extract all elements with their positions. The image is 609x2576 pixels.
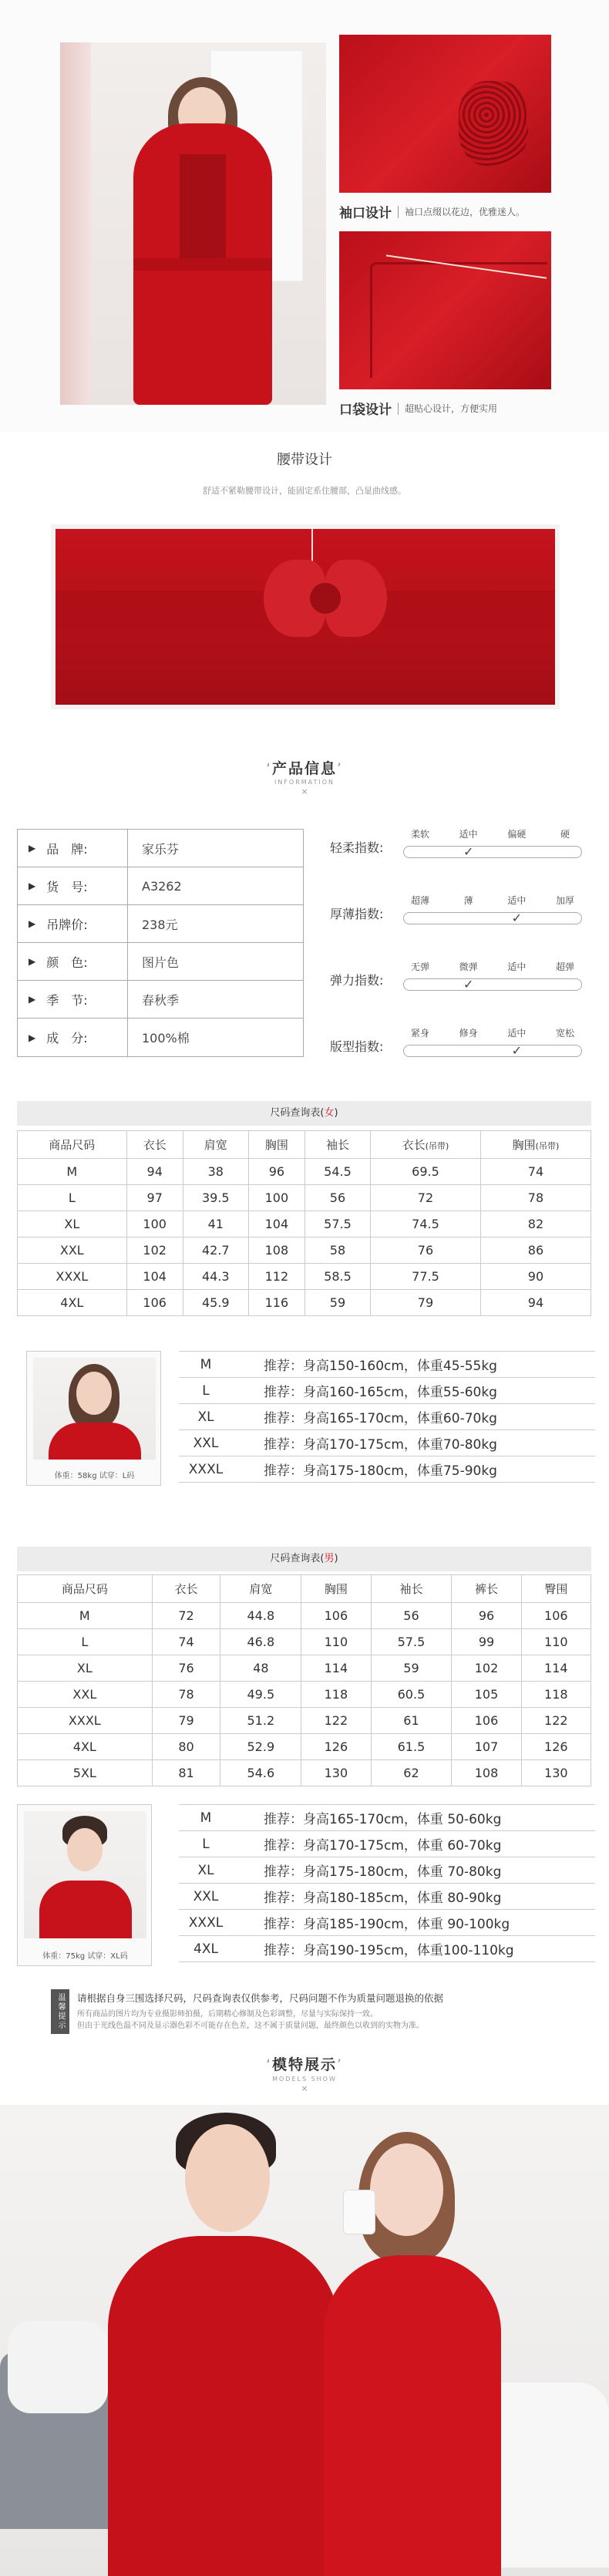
info-row: ▶ 颜 色: 图片色 xyxy=(18,943,303,981)
recommendation-row xyxy=(179,1910,595,1936)
pocket-caption xyxy=(339,399,497,418)
table-cell: 94 xyxy=(480,1290,590,1316)
table-cell: 61.5 xyxy=(371,1734,452,1760)
triangle-icon: ▶ xyxy=(29,918,36,929)
table-cell: 110 xyxy=(301,1629,371,1655)
model-section-subtitle: MODELS SHOW xyxy=(272,2076,337,2083)
table-row xyxy=(18,1682,591,1708)
info-section-subtitle: INFORMATION xyxy=(274,779,335,786)
table-cell: 118 xyxy=(301,1682,371,1708)
rec-text: 推荐：身高170-175cm，体重 60-70kg xyxy=(264,1838,502,1854)
cuff-caption xyxy=(339,202,525,221)
rec-size: XXL xyxy=(193,1888,219,1904)
table-cell: XXXL xyxy=(18,1708,153,1734)
table-cell: XL xyxy=(18,1211,127,1237)
table-cell: 108 xyxy=(452,1760,521,1786)
index-option: 柔软 xyxy=(410,829,430,840)
table-cell: 122 xyxy=(521,1708,590,1734)
pocket-detail-photo xyxy=(339,231,551,389)
recommendation-row xyxy=(179,1378,595,1404)
index-option: 加厚 xyxy=(555,895,575,906)
table-cell: 126 xyxy=(521,1734,590,1760)
table-cell: 61 xyxy=(371,1708,452,1734)
model-show-photo xyxy=(0,2105,609,2576)
index-option: 适中 xyxy=(507,895,527,906)
check-icon: ✓ xyxy=(463,977,474,992)
table-header-row: 商品尺码 衣长 肩宽 胸围 袖长 衣长(吊带) 胸围(吊带) xyxy=(18,1131,591,1159)
check-icon: ✓ xyxy=(511,911,523,925)
table-cell: 110 xyxy=(521,1629,590,1655)
table-row xyxy=(18,1603,591,1629)
table-cell: 42.7 xyxy=(183,1237,248,1264)
table-cell: 56 xyxy=(304,1185,370,1211)
table-cell: 80 xyxy=(152,1734,220,1760)
table-cell: 105 xyxy=(452,1682,521,1708)
table-cell: 130 xyxy=(521,1760,590,1786)
table-cell: 69.5 xyxy=(370,1159,480,1185)
rec-size: XXXL xyxy=(188,1914,224,1931)
table-cell: 106 xyxy=(301,1603,371,1629)
rec-text: 推荐：身高165-170cm，体重 50-60kg xyxy=(264,1812,502,1827)
rec-size: L xyxy=(202,1836,210,1852)
table-cell: 4XL xyxy=(18,1734,153,1760)
male-model-thumbnail xyxy=(17,1804,152,1966)
recommendation-row xyxy=(179,1404,595,1430)
elasticity-index: 弹力指数: 无弹 微弹 ✓ 适中 超弹 xyxy=(330,960,592,994)
thickness-index: 厚薄指数: 超薄 薄 适中 ✓ 加厚 xyxy=(330,894,592,928)
table-cell: 45.9 xyxy=(183,1290,248,1316)
table-cell: 44.3 xyxy=(183,1264,248,1290)
table-cell: 62 xyxy=(371,1760,452,1786)
table-row xyxy=(18,1264,591,1290)
table-cell: 4XL xyxy=(18,1290,127,1316)
table-cell: 104 xyxy=(248,1211,304,1237)
table-cell: 106 xyxy=(452,1708,521,1734)
waist-desc: 舒适不紧勒腰带设计，能固定系住腰部，凸显曲线感。 xyxy=(203,486,406,496)
rec-size: L xyxy=(202,1382,210,1399)
table-cell: 38 xyxy=(183,1159,248,1185)
rec-size: M xyxy=(200,1810,212,1826)
table-cell: 58.5 xyxy=(304,1264,370,1290)
index-option: 硬 xyxy=(560,829,570,840)
rec-text: 推荐：身高170-175cm，体重70-80kg xyxy=(264,1437,497,1453)
waist-title: 腰带设计 xyxy=(277,452,332,468)
table-cell: XL xyxy=(18,1655,153,1682)
triangle-icon: ▶ xyxy=(29,881,36,891)
table-cell: 49.5 xyxy=(220,1682,301,1708)
softness-index: 轻柔指数: 柔软 适中 ✓ 偏硬 硬 xyxy=(330,827,592,861)
male-size-caption: 尺码查询表(男) xyxy=(17,1547,591,1571)
triangle-icon: ▶ xyxy=(29,956,36,967)
index-option: 适中 xyxy=(507,1028,527,1039)
rec-text: 推荐：身高165-170cm，体重60-70kg xyxy=(264,1411,497,1426)
cuff-title: 袖口设计 xyxy=(339,206,392,221)
index-option: 适中 xyxy=(459,829,478,840)
rec-text: 推荐：身高160-165cm，体重55-60kg xyxy=(264,1385,497,1400)
index-option: 薄 xyxy=(463,895,473,906)
pocket-desc: 超贴心设计，方便实用 xyxy=(405,403,498,414)
table-cell: 82 xyxy=(480,1211,590,1237)
info-row: ▶ 吊牌价: 238元 xyxy=(18,905,303,943)
check-icon: ✓ xyxy=(463,844,474,859)
recommendation-row xyxy=(179,1430,595,1456)
table-cell: 81 xyxy=(152,1760,220,1786)
rec-size: M xyxy=(200,1356,212,1372)
table-row xyxy=(18,1629,591,1655)
rec-size: XL xyxy=(197,1862,214,1878)
table-cell: 96 xyxy=(248,1159,304,1185)
info-row: ▶ 成 分: 100%棉 xyxy=(18,1019,303,1056)
female-model-thumbnail xyxy=(26,1351,161,1486)
table-cell: 102 xyxy=(452,1655,521,1682)
table-cell: 130 xyxy=(301,1760,371,1786)
female-size-table xyxy=(17,1130,591,1316)
table-cell: 78 xyxy=(480,1185,590,1211)
table-cell: 79 xyxy=(370,1290,480,1316)
table-cell: 104 xyxy=(126,1264,183,1290)
table-cell: 5XL xyxy=(18,1760,153,1786)
rec-text: 推荐：身高150-160cm，体重45-55kg xyxy=(264,1359,497,1374)
table-cell: L xyxy=(18,1185,127,1211)
fit-index: 版型指数: 紧身 修身 适中 ✓ 宽松 xyxy=(330,1026,592,1060)
table-cell: 59 xyxy=(304,1290,370,1316)
table-cell: 54.6 xyxy=(220,1760,301,1786)
cuff-detail-photo xyxy=(339,35,551,193)
table-cell: 102 xyxy=(126,1237,183,1264)
table-cell: 112 xyxy=(248,1264,304,1290)
table-cell: 76 xyxy=(152,1655,220,1682)
table-cell: 97 xyxy=(126,1185,183,1211)
table-cell: 48 xyxy=(220,1655,301,1682)
index-option: 微弹 xyxy=(459,961,478,972)
table-cell: 126 xyxy=(301,1734,371,1760)
triangle-icon: ▶ xyxy=(29,1032,36,1043)
info-row: ▶ 季 节: 春秋季 xyxy=(18,981,303,1019)
table-row xyxy=(18,1185,591,1211)
product-main-photo xyxy=(60,42,326,405)
index-option: 偏硬 xyxy=(507,829,527,840)
table-cell: 118 xyxy=(521,1682,590,1708)
table-cell: 58 xyxy=(304,1237,370,1264)
waist-photo xyxy=(51,524,560,709)
info-section-mark: × xyxy=(301,786,308,796)
table-cell: 72 xyxy=(152,1603,220,1629)
rec-text: 推荐：身高175-180cm，体重75-90kg xyxy=(264,1463,497,1479)
rec-text: 推荐：身高180-185cm，体重 80-90kg xyxy=(264,1891,502,1906)
table-cell: 46.8 xyxy=(220,1629,301,1655)
table-cell: 108 xyxy=(248,1237,304,1264)
table-cell: 94 xyxy=(126,1159,183,1185)
table-cell: 100 xyxy=(248,1185,304,1211)
table-cell: 76 xyxy=(370,1237,480,1264)
index-option: 宽松 xyxy=(555,1028,575,1039)
table-cell: 78 xyxy=(152,1682,220,1708)
recommendation-row xyxy=(179,1936,595,1962)
table-cell: 59 xyxy=(371,1655,452,1682)
table-cell: 107 xyxy=(452,1734,521,1760)
info-row: ▶ 品 牌: 家乐芬 xyxy=(18,830,303,867)
triangle-icon: ▶ xyxy=(29,994,36,1005)
cuff-desc: 袖口点缀以花边，优雅迷人。 xyxy=(405,207,526,217)
table-cell: 74 xyxy=(480,1159,590,1185)
notice-small-2: 但由于光线色温不同及显示器色彩不可能存在色差，这不属于质量问题，最终颜色以收到的实物为准。 xyxy=(77,2022,424,2030)
table-cell: XXL xyxy=(18,1682,153,1708)
table-cell: M xyxy=(18,1159,127,1185)
table-header-row: 商品尺码 衣长 肩宽 胸围 袖长 裤长 臀围 xyxy=(18,1575,591,1603)
table-cell: 56 xyxy=(371,1603,452,1629)
rec-size: XL xyxy=(197,1409,214,1425)
table-row xyxy=(18,1237,591,1264)
index-option: 超薄 xyxy=(410,895,430,906)
table-cell: 39.5 xyxy=(183,1185,248,1211)
table-cell: 106 xyxy=(521,1603,590,1629)
male-model-caption: 体重：75kg 试穿：XL码 xyxy=(42,1952,128,1961)
table-cell: 86 xyxy=(480,1237,590,1264)
table-cell: 52.9 xyxy=(220,1734,301,1760)
info-row: ▶ 货 号: A3262 xyxy=(18,867,303,905)
recommendation-row xyxy=(179,1831,595,1857)
index-option: 超弹 xyxy=(555,961,575,972)
table-cell: 74 xyxy=(152,1629,220,1655)
table-row xyxy=(18,1708,591,1734)
rec-size: XXXL xyxy=(188,1461,224,1477)
table-cell: 57.5 xyxy=(304,1211,370,1237)
recommendation-row xyxy=(179,1857,595,1884)
table-cell: 72 xyxy=(370,1185,480,1211)
rec-text: 推荐：身高175-180cm，体重 70-80kg xyxy=(264,1864,502,1880)
index-option: 无弹 xyxy=(410,961,430,972)
table-cell: 74.5 xyxy=(370,1211,480,1237)
female-size-caption: 尺码查询表(女) xyxy=(17,1101,591,1126)
male-size-table xyxy=(17,1574,591,1786)
table-cell: 114 xyxy=(521,1655,590,1682)
table-cell: 57.5 xyxy=(371,1629,452,1655)
model-section-mark: × xyxy=(301,2083,308,2093)
table-cell: L xyxy=(18,1629,153,1655)
table-cell: 96 xyxy=(452,1603,521,1629)
index-option: 紧身 xyxy=(410,1028,430,1039)
table-cell: 90 xyxy=(480,1264,590,1290)
table-row xyxy=(18,1760,591,1786)
table-cell: 114 xyxy=(301,1655,371,1682)
notice-main: 请根据自身三围选择尺码，尺码查询表仅供参考，尺码问题不作为质量问题退换的依据 xyxy=(77,1992,444,2004)
table-cell: 122 xyxy=(301,1708,371,1734)
table-cell: 106 xyxy=(126,1290,183,1316)
rec-size: 4XL xyxy=(193,1941,218,1957)
notice-tag: 温馨提示 xyxy=(51,1989,69,2034)
table-cell: M xyxy=(18,1603,153,1629)
info-section-title: ‘产品信息’ xyxy=(265,760,344,777)
female-size-recommendations xyxy=(179,1351,595,1483)
model-section-title: ‘模特展示’ xyxy=(265,2056,344,2073)
triangle-icon: ▶ xyxy=(29,843,36,854)
table-cell: 100 xyxy=(126,1211,183,1237)
check-icon: ✓ xyxy=(511,1043,523,1058)
pocket-title: 口袋设计 xyxy=(339,402,392,418)
recommendation-row xyxy=(179,1884,595,1910)
table-cell: 79 xyxy=(152,1708,220,1734)
table-cell: 116 xyxy=(248,1290,304,1316)
table-cell: XXXL xyxy=(18,1264,127,1290)
table-cell: 60.5 xyxy=(371,1682,452,1708)
table-row xyxy=(18,1211,591,1237)
product-info-table xyxy=(17,829,304,1057)
table-cell: 44.8 xyxy=(220,1603,301,1629)
rec-text: 推荐：身高190-195cm，体重100-110kg xyxy=(264,1943,514,1958)
table-cell: XXL xyxy=(18,1237,127,1264)
table-row xyxy=(18,1655,591,1682)
rec-text: 推荐：身高185-190cm，体重 90-100kg xyxy=(264,1917,510,1932)
table-cell: 41 xyxy=(183,1211,248,1237)
female-model-caption: 体重：58kg 试穿：L码 xyxy=(54,1472,135,1480)
index-option: 适中 xyxy=(507,961,527,972)
table-cell: 51.2 xyxy=(220,1708,301,1734)
notice-small-1: 所有商品的图片均为专业摄影师拍摄，后期精心修制及色彩调整，尽量与实际保持一致。 xyxy=(77,2010,378,2019)
recommendation-row xyxy=(179,1456,595,1483)
rec-size: XXL xyxy=(193,1435,219,1451)
table-row xyxy=(18,1734,591,1760)
recommendation-row xyxy=(179,1352,595,1378)
male-size-recommendations xyxy=(179,1804,595,1962)
table-cell: 99 xyxy=(452,1629,521,1655)
table-cell: 54.5 xyxy=(304,1159,370,1185)
index-option: 修身 xyxy=(459,1028,478,1039)
table-row xyxy=(18,1290,591,1316)
table-cell: 77.5 xyxy=(370,1264,480,1290)
table-row xyxy=(18,1159,591,1185)
recommendation-row xyxy=(179,1805,595,1831)
